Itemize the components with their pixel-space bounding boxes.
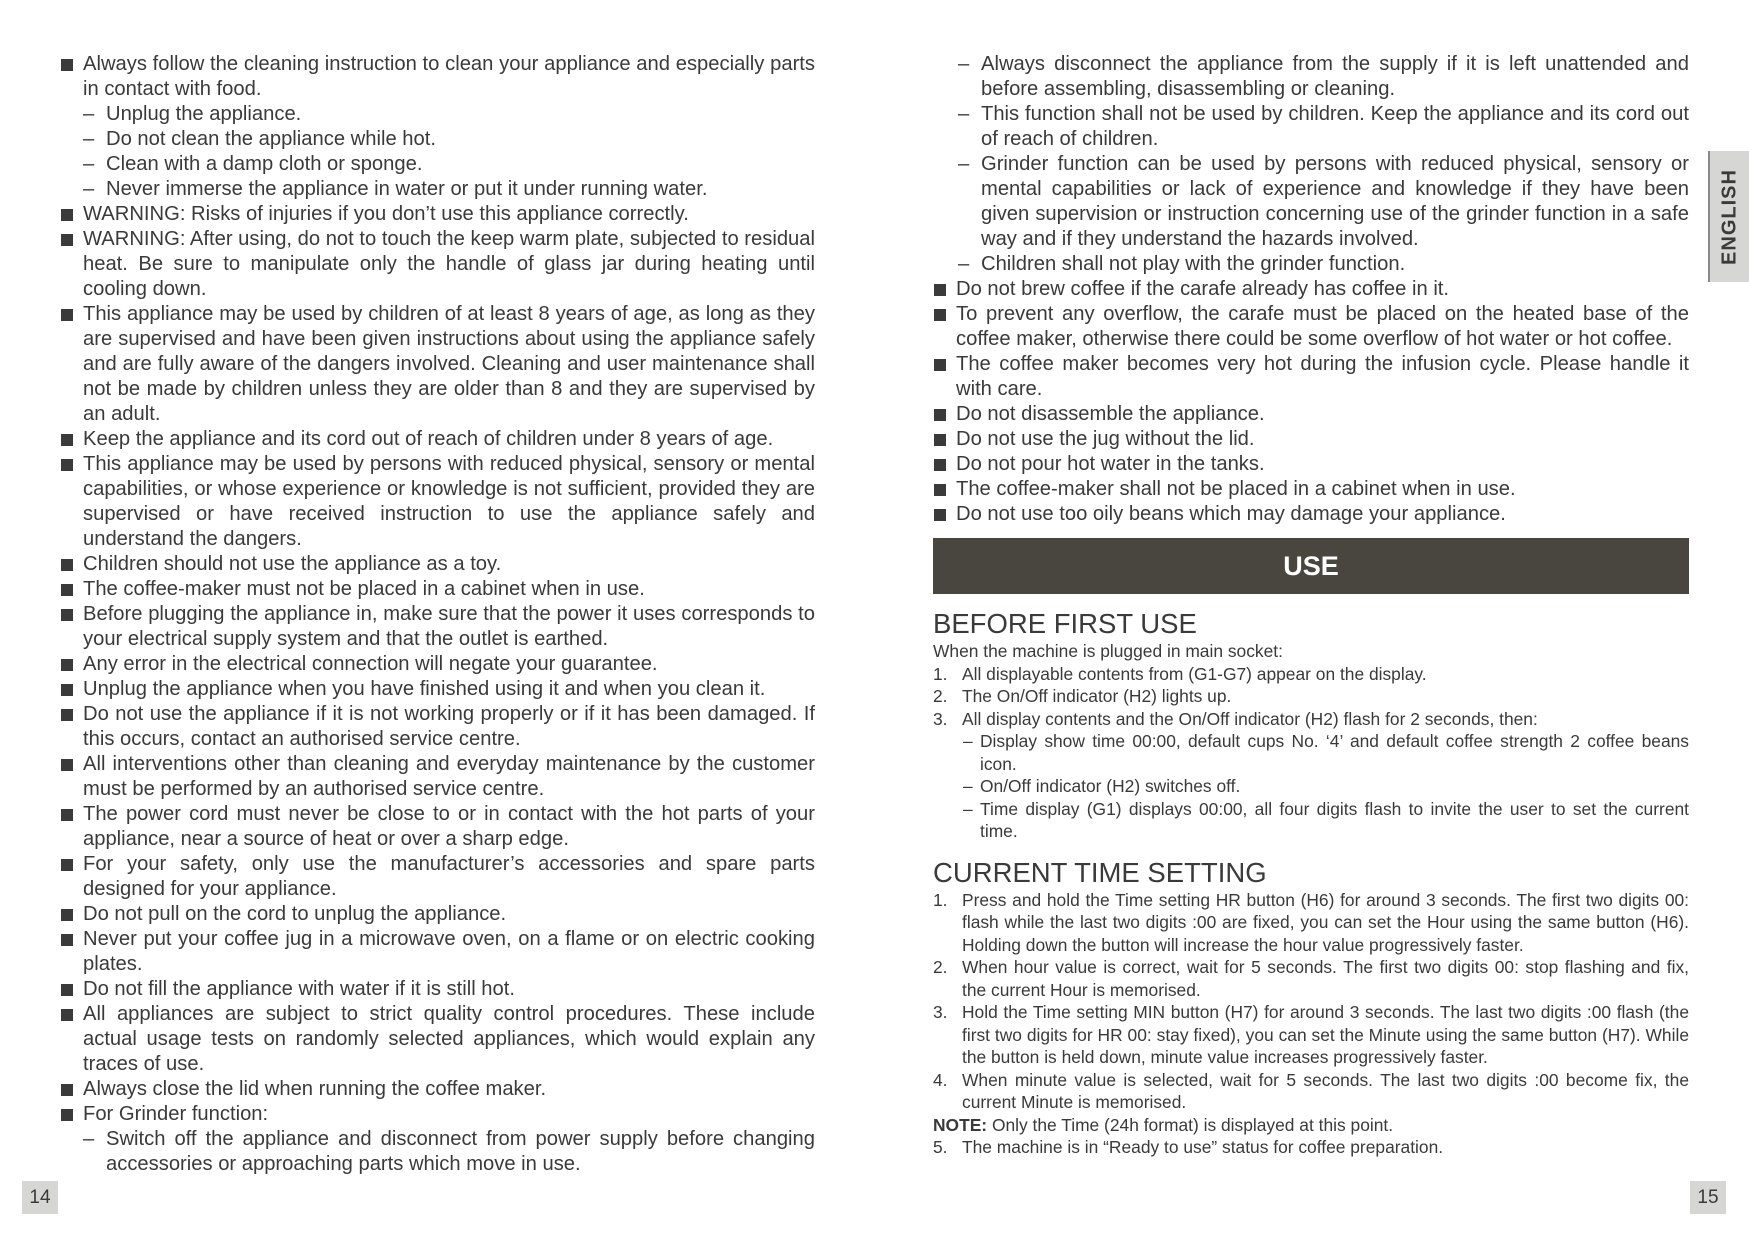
bullet-item: All interventions other than cleaning and everyday maintenance by the customer must be performed by an authorised service centre. <box>60 752 815 802</box>
step-text: The machine is in “Ready to use” status for coffee preparation. <box>962 1137 1444 1157</box>
bullet-item: WARNING: After using, do not to touch the keep warm plate, subjected to residual heat. Be sure to manipulate only the handle of glass jar during heating until cooling down. <box>60 227 815 302</box>
step-text: All displayable contents from (G1-G7) appear on the display. <box>962 663 1427 684</box>
before-first-use-steps <box>933 663 1689 731</box>
numbered-step <box>933 956 1689 1001</box>
bullet-item: Always close the lid when running the coffee maker. <box>60 1077 815 1102</box>
bullet-item: To prevent any overflow, the carafe must be placed on the heated base of the coffee maker, otherwise there could be some overflow of hot water or hot coffee. <box>933 302 1689 352</box>
dash-item: – Do not clean the appliance while hot. <box>60 127 815 152</box>
bullet-item: Keep the appliance and its cord out of reach of children under 8 years of age. <box>60 427 815 452</box>
step-number: 2. <box>933 686 948 706</box>
left-safety-list <box>60 52 815 1177</box>
step-number: 3. <box>933 1002 948 1022</box>
right-safety-list <box>933 52 1689 527</box>
bullet-item: Do not disassemble the appliance. <box>933 402 1689 427</box>
use-section-banner: USE <box>933 538 1689 594</box>
bullet-item: WARNING: Risks of injuries if you don’t use this appliance correctly. <box>60 202 815 227</box>
step-number: 4. <box>933 1069 948 1090</box>
bullet-item: All appliances are subject to strict quality control procedures. These include actual usage tests on randomly selected appliances, which would explain any traces of use. <box>60 1002 815 1077</box>
step-text: When hour value is correct, wait for 5 seconds. The first two digits 00: stop flashing and fix, the current Hour is memorised. <box>962 957 1689 1000</box>
bullet-item: The coffee-maker shall not be placed in a cabinet when in use. <box>933 477 1689 502</box>
bullet-item: This appliance may be used by persons with reduced physical, sensory or mental capabilities, or whose experience or knowledge is not sufficient, provided they are supervised or have received instruction to use the appliance safely and understand the dangers. <box>60 452 815 552</box>
numbered-step <box>933 1001 1689 1069</box>
sub-step: – Time display (G1) displays 00:00, all four digits flash to invite the user to set the current time. <box>933 798 1689 843</box>
bullet-item: The coffee maker becomes very hot during the infusion cycle. Please handle it with care. <box>933 352 1689 402</box>
current-time-setting-title: CURRENT TIME SETTING <box>933 856 1267 888</box>
step-number: 2. <box>933 957 948 977</box>
dash-item: – Never immerse the appliance in water or put it under running water. <box>60 177 815 202</box>
current-time-setting-steps <box>933 889 1689 1114</box>
dash-item: – This function shall not be used by children. Keep the appliance and its cord out of reach of children. <box>933 102 1689 152</box>
sub-step: – On/Off indicator (H2) switches off. <box>933 775 1689 798</box>
step-text: Press and hold the Time setting HR button (H6) for around 3 seconds. The first two digits 00: flash while the last two digits :00 are fixed, you can set the Hour using the same button (H6). Holding down the button will increase the hour value progressively faster. <box>962 889 1689 955</box>
step-number: 1. <box>933 889 948 910</box>
before-first-use-title: BEFORE FIRST USE <box>933 608 1197 639</box>
step-text: Hold the Time setting MIN button (H7) for around 3 seconds. The last two digits :00 flash (the first two digits for HR 00: stay fixed), you can set the Minute using the same button (H7). While the button is held down, minute value increases progressively faster. <box>962 1002 1689 1067</box>
numbered-step <box>933 1136 1689 1159</box>
bullet-item: Do not use too oily beans which may damage your appliance. <box>933 502 1689 527</box>
bullet-item: Do not pull on the cord to unplug the appliance. <box>60 902 815 927</box>
left-column <box>60 52 815 1177</box>
bullet-item: Do not brew coffee if the carafe already has coffee in it. <box>933 277 1689 302</box>
dash-item: – Always disconnect the appliance from the supply if it is left unattended and before assembling, disassembling or cleaning. <box>933 52 1689 102</box>
bullet-item: For Grinder function: <box>60 1102 815 1127</box>
numbered-step <box>933 1069 1689 1114</box>
step-number: 1. <box>933 663 948 684</box>
bullet-item: For your safety, only use the manufacturer’s accessories and spare parts designed for your appliance. <box>60 852 815 902</box>
bullet-item: Never put your coffee jug in a microwave oven, on a flame or on electric cooking plates. <box>60 927 815 977</box>
sub-step: – Display show time 00:00, default cups No. ‘4’ and default coffee strength 2 coffee beans icon. <box>933 730 1689 775</box>
numbered-step <box>933 663 1689 686</box>
step-text: All display contents and the On/Off indicator (H2) flash for 2 seconds, then: <box>962 708 1538 729</box>
before-first-use-intro: When the machine is plugged in main socket: <box>933 641 1283 661</box>
step-text: The On/Off indicator (H2) lights up. <box>962 686 1232 706</box>
bullet-item: Do not pour hot water in the tanks. <box>933 452 1689 477</box>
step-number: 3. <box>933 708 948 729</box>
current-time-setting-body <box>933 889 1689 1159</box>
bullet-item: The power cord must never be close to or in contact with the hot parts of your appliance, near a source of heat or over a sharp edge. <box>60 802 815 852</box>
language-tab-label: ENGLISH <box>1718 168 1740 265</box>
bullet-item: Do not use the appliance if it is not working properly or if it has been damaged. If this occurs, contact an authorised service centre. <box>60 702 815 752</box>
note-line <box>933 1114 1689 1137</box>
bullet-item: Any error in the electrical connection will negate your guarantee. <box>60 652 815 677</box>
note-text: Only the Time (24h format) is displayed at this point. <box>987 1114 1394 1135</box>
bullet-item: The coffee-maker must not be placed in a cabinet when in use. <box>60 577 815 602</box>
step-number: 5. <box>933 1137 948 1157</box>
numbered-step <box>933 889 1689 957</box>
bullet-item: Always follow the cleaning instruction to clean your appliance and especially parts in contact with food. <box>60 52 815 102</box>
before-first-use-substeps <box>933 730 1689 843</box>
note-label: NOTE: <box>933 1114 988 1135</box>
step-text: When minute value is selected, wait for 5 seconds. The last two digits :00 become fix, the current Minute is memorised. <box>962 1069 1689 1112</box>
dash-item: – Children shall not play with the grinder function. <box>933 252 1689 277</box>
bullet-item: Unplug the appliance when you have finished using it and when you clean it. <box>60 677 815 702</box>
bullet-item: This appliance may be used by children of at least 8 years of age, as long as they are supervised and have been given instructions about using the appliance safely and are fully aware of the dangers involved. Cleaning and user maintenance shall not be made by children unless they are older than 8 and they are supervised by an adult. <box>60 302 815 427</box>
dash-item: – Switch off the appliance and disconnect from power supply before changing accessories or approaching parts which move in use. <box>60 1127 815 1177</box>
bullet-item: Before plugging the appliance in, make sure that the power it uses corresponds to your electrical supply system and that the outlet is earthed. <box>60 602 815 652</box>
bullet-item: Do not fill the appliance with water if it is still hot. <box>60 977 815 1002</box>
numbered-step <box>933 708 1689 731</box>
bullet-item: Do not use the jug without the lid. <box>933 427 1689 452</box>
dash-item: – Clean with a damp cloth or sponge. <box>60 152 815 177</box>
page-number-right: 15 <box>1690 1181 1726 1214</box>
dash-item: – Unplug the appliance. <box>60 102 815 127</box>
before-first-use-body <box>933 640 1689 843</box>
numbered-step <box>933 685 1689 708</box>
page-number-left: 14 <box>22 1181 58 1214</box>
language-tab <box>1708 151 1749 282</box>
right-column <box>933 52 1689 1159</box>
dash-item: – Grinder function can be used by persons with reduced physical, sensory or mental capabilities or lack of experience and knowledge if they have been given supervision or instruction concerning use of the grinder function in a safe way and if they understand the hazards involved. <box>933 152 1689 252</box>
bullet-item: Children should not use the appliance as a toy. <box>60 552 815 577</box>
